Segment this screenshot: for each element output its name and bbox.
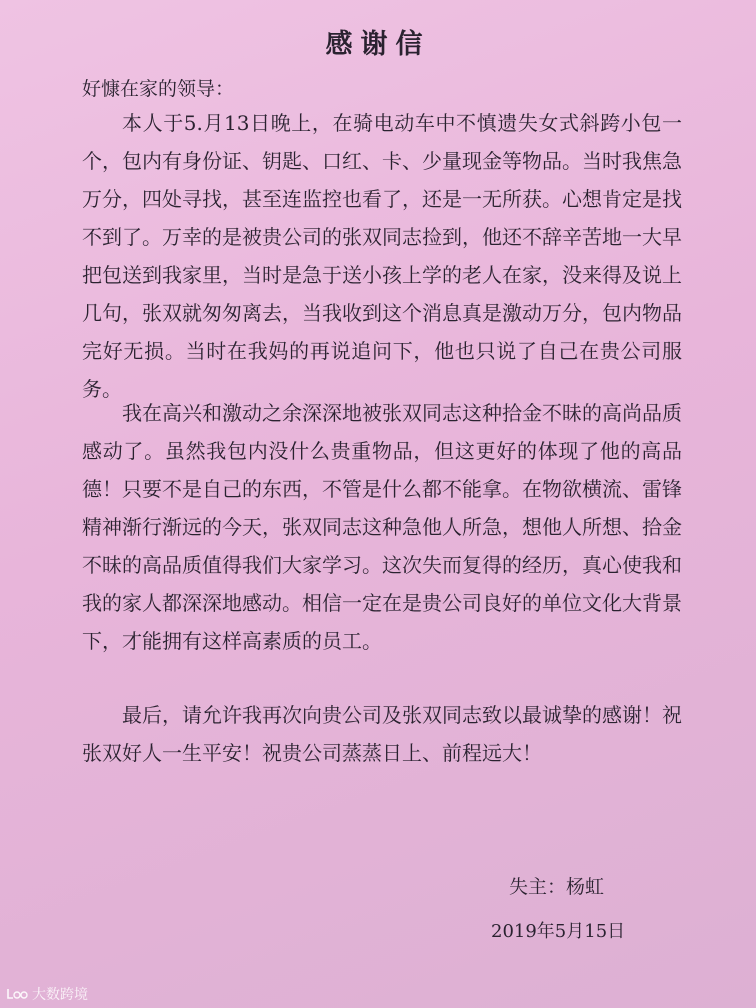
letter-paragraph-3: 最后，请允许我再次向贵公司及张双同志致以最诚挚的感谢！祝张双好人一生平安！祝贵公司蒸蒸日上、前程远大！ xyxy=(82,703,682,765)
letter-paragraph-2: 我在高兴和激动之余深深地被张双同志这种拾金不昧的高尚品质感动了。虽然我包内没什么贵重物品，但这更好的体现了他的高品德！只要不是自己的东西，不管是什么都不能拿。在物欲横流、雷锋精神渐行渐远的今天，张双同志这种急他人所急，想他人所想、拾金不昧的高品质值得我们大家学习。这次失而复得的经历，真心使我和我的家人都深深地感动。相信一定在是贵公司良好的单位文化大背景下，才能拥有这样高素质的员工。 xyxy=(82,401,682,653)
letter-greeting: 好慷在家的领导： xyxy=(82,78,235,100)
letter-signer: 失主：杨虹 xyxy=(509,876,605,898)
watermark xyxy=(6,984,88,1004)
app-logo-icon xyxy=(6,987,28,1001)
watermark-text: 大数跨境 xyxy=(32,987,88,1003)
letter-title: 感谢信 xyxy=(325,29,431,60)
letter-paragraph-1: 本人于5.月13日晚上，在骑电动车中不慎遗失女式斜跨小包一个，包内有身份证、钥匙、口红、卡、少量现金等物品。当时我焦急万分，四处寻找，甚至连监控也看了，还是一无所获。心想肯定是找不到了。万幸的是被贵公司的张双同志捡到，他还不辞辛苦地一大早把包送到我家里，当时是急于送小孩上学的老人在家，没来得及说上几句，张双就匆匆离去，当我收到这个消息真是激动万分，包内物品完好无损。当时在我妈的再说追问下，他也只说了自己在贵公司服务。 xyxy=(82,111,682,401)
letter-date: 2019年5月15日 xyxy=(491,921,626,942)
